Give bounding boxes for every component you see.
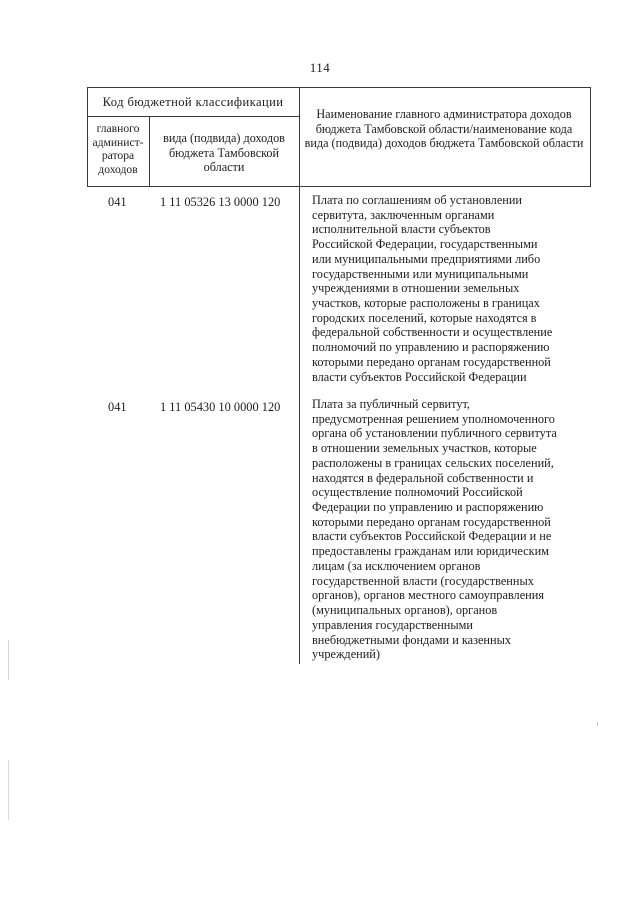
description-line: осуществление полномочий Российской [312,485,523,500]
description-line: сервитута, заключенным органами [312,207,495,222]
description-line: городских поселений, которые находятся в [312,310,537,325]
description-line: Плата по соглашениям об установлении [312,193,523,207]
description-line: федеральной собственности и осуществление [312,325,553,340]
header-admin-line: главного [96,122,140,135]
header-income-kind-column: вида (подвида) доходов бюджета Тамбовской области [163,131,285,175]
description-line: управления государственными [312,617,473,632]
header-admin-column [88,122,148,176]
description-line: или муниципальными предприятиями либо [312,251,541,266]
header-bottom-border [87,186,591,187]
description-line: находятся в федеральной собственности и [312,470,534,485]
header-admin-line: админист- [92,135,144,149]
scan-mark [597,722,598,726]
header-name-column: Наименование главного администратора доходов бюджета Тамбовской области/наименование кода вида (подвида) доходов бюджета Тамбовской области [304,107,584,151]
description-line: в отношении земельных участков, которые [312,441,537,456]
description-line: государственными или муниципальными [312,266,529,281]
description-line: Российской Федерации, государственными [312,237,538,252]
description-line: исполнительной власти субъектов [312,222,491,237]
admin-code: 041 [108,195,127,209]
description-line: которыми передано органам государственной [312,514,551,529]
description-line: предоставлены гражданам или юридическим [312,544,549,559]
description-line: органа об установлении публичного сервитута [312,426,557,441]
description-line: участков, которые расположены в границах [312,296,540,311]
description-line: лицам (за исключением органов [312,558,481,573]
income-code: 1 11 05430 10 0000 120 [160,400,281,414]
scan-mark [8,640,9,680]
income-description [312,193,590,384]
table-top-border [87,87,591,88]
table-right-border [590,87,591,187]
header-group-divider [87,116,299,117]
page-number: 114 [309,60,331,75]
description-line: которыми передано органам государственной [312,354,551,369]
column-divider-name [299,87,300,664]
description-line: полномочий по управлению и распоряжению [312,340,550,355]
description-line: предусмотренная решением уполномоченного [312,411,555,426]
description-line: учреждений) [312,647,380,662]
description-line: расположены в границах сельских поселений, [312,455,554,470]
header-admin-line: ратора [101,149,135,163]
description-line: (муниципальных органов), органов [312,603,498,618]
description-line: внебюджетными фондами и казенных [312,632,512,647]
description-line: Плата за публичный сервитут, [312,397,471,411]
description-line: учреждениями в отношении земельных [312,281,520,296]
admin-code: 041 [108,400,127,414]
description-line: власти субъектов Российской Федерации [312,369,527,384]
description-line: государственной власти (государственных [312,573,534,588]
income-description [312,397,590,662]
header-admin-line: доходов [98,162,138,176]
description-line: Федерации по управлению и распоряжению [312,500,544,515]
income-code: 1 11 05326 13 0000 120 [160,195,281,209]
header-budget-classification: Код бюджетной классификации [102,95,284,109]
description-line: власти субъектов Российской Федерации и не [312,529,552,544]
scan-mark [8,760,9,820]
description-line: органов), органов местного самоуправления [312,588,544,603]
